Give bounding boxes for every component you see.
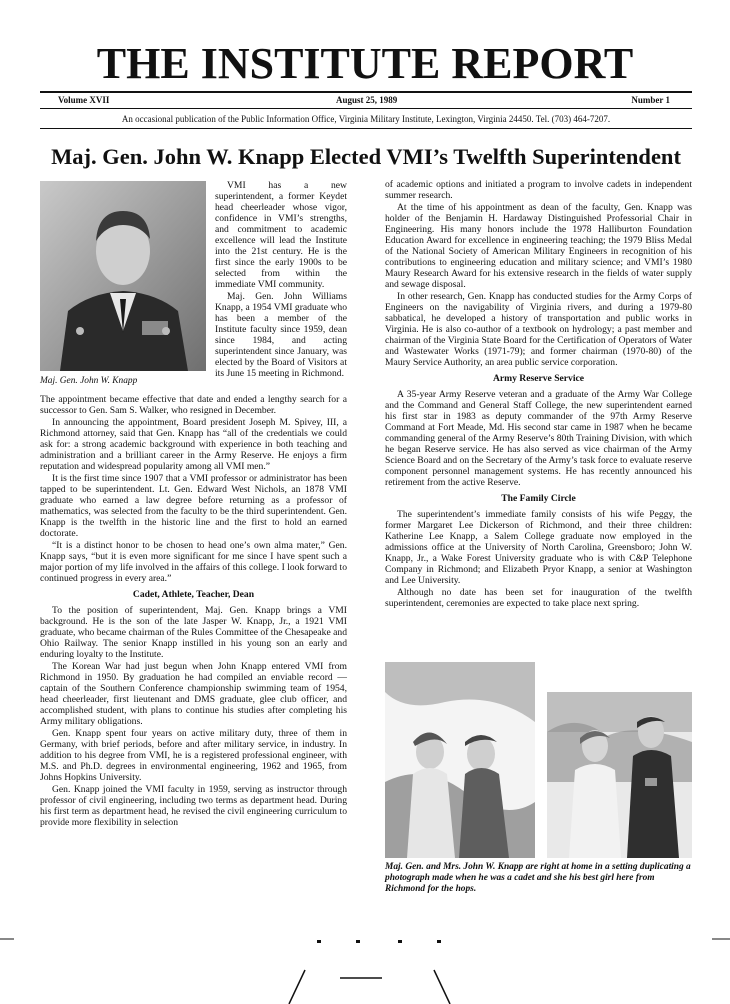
publisher-line: An occasional publication of the Public Information Office, Virginia Military Institute, Lexington, Virginia 24450. Tel. (703) 464-7207. <box>121 114 611 124</box>
cadet-era-image <box>385 662 535 858</box>
present-day-image <box>547 692 692 858</box>
masthead-rule-mid <box>40 108 692 109</box>
paragraph: A 35-year Army Reserve veteran and a graduate of the Army War College and the Command and General Staff College, the new superintendent earned his first star in 1983 as deputy commander of the 97th Army Reserve Command at Fort Meade, Md. His second star came in 1987 when he became commanding general of the Army Reserve’s 80th Training Division, with which he began Reserve service. He has also served as vice chairman of the Army Science Board and on the Secretary of the Army’s task force to evaluate reserve component personnel management systems. He has recently announced his retirement from the active Reserve. <box>385 389 692 488</box>
masthead-rule-top <box>40 91 692 93</box>
paragraph: To the position of superintendent, Maj. Gen. Knapp brings a VMI background. He is the son of the late Jasper W. Knapp, Jr., a 1921 VMI graduate, who became chairman of the Rules Committee of the Chesapeake and Ohio Railway. The senior Knapp instilled in his young son an early and enduring loyalty to the Institute. <box>40 605 347 660</box>
paragraph: VMI has a new superintendent, a former Keydet head cheerleader whose vigor, confidence in VMI’s strengths, and commitment to academic excellence will lead the Institute into the 21st century. He is the first since the early 1900s to be selected from within the immediate VMI community. <box>215 180 347 290</box>
subhead-cadet-athlete: Cadet, Athlete, Teacher, Dean <box>132 589 255 600</box>
column-1 <box>40 394 347 829</box>
paragraph: Maj. Gen. John Williams Knapp, a 1954 VMI graduate who has been a member of the Institute faculty since 1959, dean since 1984, and acting superintendent since January, was elected by the Board of Visitors at its June 15 meeting in Richmond. <box>215 291 347 379</box>
masthead-rule-bottom <box>40 128 692 129</box>
paragraph: of academic options and initiated a program to involve cadets in independent summer research. <box>385 179 692 201</box>
column-2 <box>385 179 692 610</box>
column-1-top <box>215 180 347 380</box>
portrait-image <box>40 181 206 371</box>
paragraph: In other research, Gen. Knapp has conducted studies for the Army Corps of Engineers on the navigability of Virginia rivers, and during a 1979-80 sabbatical, he developed a history of transportation and public works in Virginia. He is also co-author of a textbook on hydrology; a past member and chairman of the Virginia State Board for the Certification of Operators of Water and Wastewater Works (1971-79); and former chairman (1970-80) of the Maury Service Authority, an area public service corporation. <box>385 291 692 368</box>
paragraph: Although no date has been set for inauguration of the twelfth superintendent, ceremonies are expected to take place next spring. <box>385 587 692 609</box>
issue-number: Number 1 <box>631 95 670 105</box>
subhead-army-reserve: Army Reserve Service <box>492 373 585 384</box>
footer-fold-marks <box>0 930 730 1004</box>
paragraph: “It is a distinct honor to be chosen to head one’s own alma mater,” Gen. Knapp says, “but it is even more significant for me since I have spent such a major portion of my life involved in the affairs of this college. I look forward to continued progress in every area.” <box>40 540 347 584</box>
issue-date: August 25, 1989 <box>336 95 398 105</box>
paragraph: Gen. Knapp spent four years on active military duty, three of them in Germany, with brief periods, before and after military service, in industry. In addition to his degree from VMI, he is a registered professional engineer, with M.S. and Ph.D. degrees in environmental engineering, 1962 and 1965, from Johns Hopkins University. <box>40 728 347 783</box>
paragraph: The superintendent’s immediate family consists of his wife Peggy, the former Margaret Lee Dickerson of Richmond, and their three children: Katherine Lee Knapp, a Salem College graduate now employed in the admissions office at the University of North Carolina, Greensboro; John W. Knapp, Jr., a Wake Forest University graduate who is with C&P Telephone Company in Richmond; and Elizabeth Pryor Knapp, a senior at Washington and Lee University. <box>385 509 692 586</box>
present-day-photo <box>547 692 692 858</box>
subhead-family-circle: The Family Circle <box>501 493 576 504</box>
paragraph: In announcing the appointment, Board president Joseph M. Spivey, III, a Richmond attorney, said that Gen. Knapp has “all of the credentials we could ask for: a strong academic background with experience in both teaching and administration and a brilliant career in the Army Reserve. He enjoys a firm reputation and widespread popularity among all VMI men.” <box>40 417 347 472</box>
portrait-caption: Maj. Gen. John W. Knapp <box>40 376 138 386</box>
paragraph: At the time of his appointment as dean of the faculty, Gen. Knapp was holder of the Benjamin H. Hardaway Distinguished Professorial Chair in Engineering. His many honors include the 1978 Halliburton Foundation Education Award for excellence in engineering teaching; the 1979 Bliss Medal of the National Society of American Military Engineers in recognition of his contributions to engineering education and military science; and VMI’s 1980 Maury Research Award for his extensive research in the fields of water supply and sewage disposal. <box>385 202 692 290</box>
paragraph: It is the first time since 1907 that a VMI professor or administrator has been tapped to be superintendent. Lt. Gen. Edward West Nichols, an 1878 VMI graduate who earned a law degree before returning as a professor of mathematics, was selected from the faculty to be the third superintendent. Gen. Knapp is the twelfth in the historic line and the first to hold an earned doctorate. <box>40 473 347 539</box>
article-headline: Maj. Gen. John W. Knapp Elected VMI’s Twelfth Superintendent <box>51 144 681 169</box>
volume-label: Volume XVII <box>58 95 110 105</box>
masthead-title: THE INSTITUTE REPORT <box>96 39 634 88</box>
cadet-era-photo <box>385 662 535 858</box>
paragraph: The Korean War had just begun when John Knapp entered VMI from Richmond in 1950. By graduation he had compiled an enviable record —captain of the Southern Conference championship swimming team of 1954, head cheerleader, first lieutenant and DMS graduate, glee club officer, and accomplished student, with plans to continue his studies after completing his Army military obligations. <box>40 661 347 727</box>
paragraph: Gen. Knapp joined the VMI faculty in 1959, serving as instructor through professor of civil engineering, including two terms as department head. During his first term as department head, he revised the civil engineering curriculum to provide more flexibility in selection <box>40 784 347 828</box>
portrait-photo <box>40 181 206 371</box>
family-photo-caption: Maj. Gen. and Mrs. John W. Knapp are right at home in a setting duplicating a photograph made when he was a cadet and she his best girl here from Richmond for the hops. <box>385 862 691 894</box>
paragraph: The appointment became effective that date and ended a lengthy search for a successor to Gen. Sam S. Walker, who resigned in December. <box>40 394 347 416</box>
